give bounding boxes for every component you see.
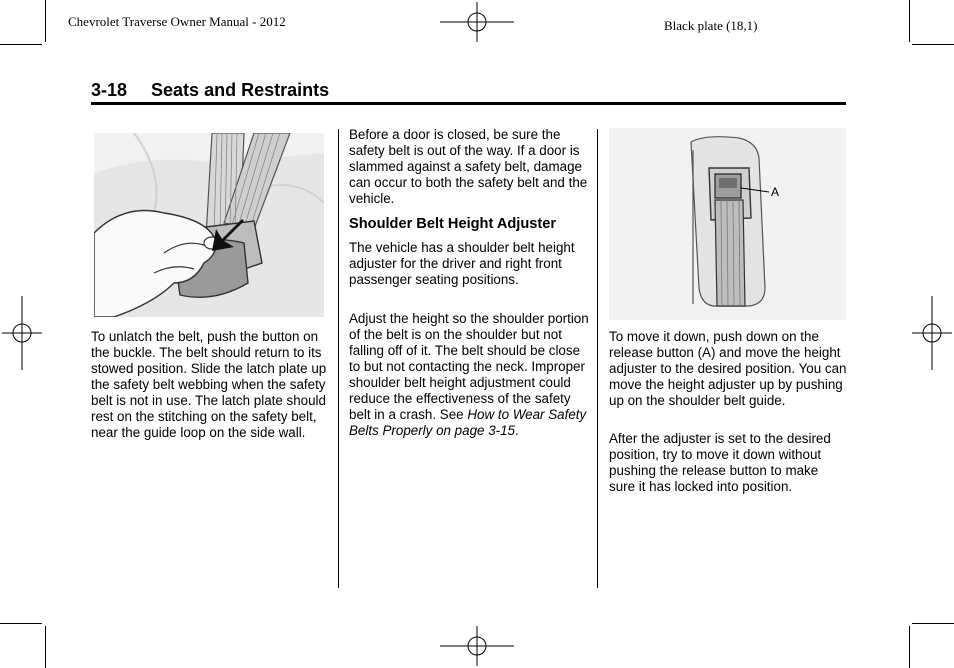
column-divider-2 [597, 129, 598, 588]
adjust-height-text: Adjust the height so the shoulder portion of the belt is on the shoulder but not falling off of it. The belt should be close to but not contacting the neck. Improper shoulder belt height adjustment could reduce the effectiveness of the safety belt in a crash. See [349, 311, 589, 422]
page-number: 3-18 [91, 80, 128, 100]
column-divider-1 [338, 129, 339, 588]
lock-check-paragraph: After the adjuster is set to the desired position, try to move it down without pushing the release button to make sure it has locked into position. [609, 431, 831, 494]
registration-mark-top [440, 2, 514, 42]
sentence-end: . [515, 423, 519, 438]
crop-mark-top-left-v [45, 0, 46, 42]
crop-mark-top-right-h [912, 44, 954, 45]
registration-mark-right [912, 296, 952, 370]
manual-title: Chevrolet Traverse Owner Manual - 2012 [68, 14, 286, 29]
unlatch-paragraph: To unlatch the belt, push the button on the buckle. The belt should return to its stowed position. Slide the latch plate up the safety belt webbing when the safety belt is not in use. The latch plate should rest on the stitching on the safety belt, near the guide loop on the side wall. [91, 329, 327, 440]
section-heading [91, 80, 329, 101]
height-adjustment-text [349, 311, 589, 439]
door-caution-text [349, 127, 589, 207]
registration-mark-bottom [440, 626, 514, 666]
crop-mark-bottom-left-h [0, 623, 42, 624]
crop-mark-top-left-h [0, 44, 42, 45]
door-caution-paragraph: Before a door is closed, be sure the safety belt is out of the way. If a door is slammed against a safety belt, damage can occur to both the safety belt and the vehicle. [349, 127, 588, 206]
height-adjuster-paragraph-2 [349, 311, 589, 439]
crop-mark-bottom-right-h [912, 623, 954, 624]
crop-mark-top-right-v [909, 0, 910, 42]
section-rule [91, 102, 846, 105]
height-adjuster-intro [349, 240, 589, 288]
figure-label-a: A [771, 185, 780, 199]
cross-reference-link[interactable]: How to Wear Safety Belts Properly on page 3-15 [349, 407, 587, 438]
plate-label: Black plate (18,1) [664, 18, 758, 33]
section-title: Seats and Restraints [151, 80, 330, 100]
height-adjuster-illustration [609, 128, 846, 320]
crop-mark-bottom-left-v [45, 626, 46, 668]
registration-mark-left [2, 296, 42, 370]
move-down-instructions [609, 329, 847, 409]
height-adjuster-heading: Shoulder Belt Height Adjuster [349, 216, 557, 232]
buckle-unlatch-illustration [94, 133, 324, 317]
lock-check-instructions [609, 431, 847, 495]
move-down-paragraph: To move it down, push down on the release button (A) and move the height adjuster to the desired position. You can move the height adjuster up by pushing up on the shoulder belt guide. [609, 329, 847, 408]
crop-mark-bottom-right-v [909, 626, 910, 668]
height-adjuster-paragraph-1: The vehicle has a shoulder belt height adjuster for the driver and right front passenger seating positions. [349, 240, 575, 287]
unlatch-instructions [91, 329, 331, 441]
